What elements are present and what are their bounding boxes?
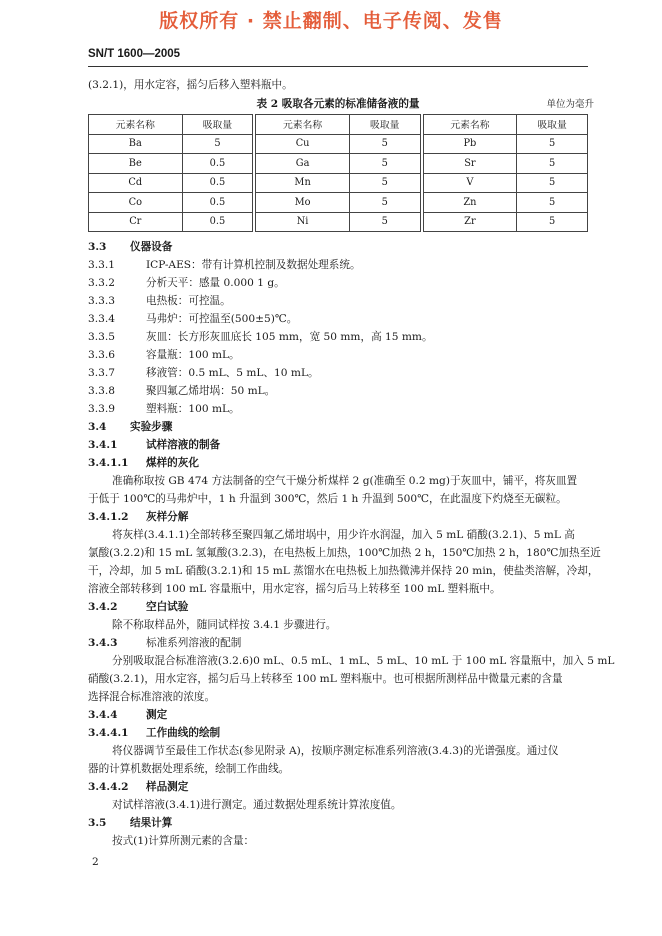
col-header-element: 元素名称 [89,115,183,135]
section-3-4-4-1: 3.4.4.1 工作曲线的绘制 [88,727,221,739]
element-cell: Zn [423,193,517,213]
section-3-4: 3.4 实验步骤 [88,421,173,433]
amount-cell: 0.5 [182,193,253,213]
table-unit: 单位为毫升 [546,99,594,110]
section-3-4-1-2: 3.4.1.2 灰样分解 [88,511,189,523]
amount-cell: 0.5 [182,154,253,174]
paragraph-line: 选择混合标准溶液的浓度。 [88,691,216,703]
table-caption-row [88,96,594,110]
amount-cell: 5 [349,134,420,154]
section-3-3: 3.3 仪器设备 [88,241,173,253]
table-row [89,212,588,232]
section-3-3-5: 3.3.5 灰皿：长方形灰皿底长 105 mm，宽 50 mm，高 15 mm。 [88,331,433,343]
section-3-4-4: 3.4.4 测定 [88,709,168,721]
watermark-banner: 版权所有 · 禁止翻制、电子传阅、发售 [159,10,503,32]
section-3-3-7: 3.3.7 移液管：0.5 mL、5 mL、10 mL。 [88,367,319,379]
element-cell: Mn [256,173,350,193]
paragraph-line: 溶液全部转移到 100 mL 容量瓶中，用水定容，摇匀后马上转移至 100 mL 塑料瓶中。 [88,583,501,595]
element-cell: Mo [256,193,350,213]
paragraph-line: 于低于 100℃的马弗炉中，1 h 升温到 300℃，然后 1 h 升温到 500℃，在此温度下灼烧至无碳粒。 [88,493,567,505]
col-header-element: 元素名称 [256,115,350,135]
element-cell: Ni [256,212,350,232]
element-cell: Pb [423,134,517,154]
amount-cell: 5 [517,173,588,193]
page-number: 2 [92,856,99,868]
paragraph-line: 硝酸(3.2.1)，用水定容，摇匀后马上转移至 100 mL 塑料瓶中。也可根据所测样品中微量元素的含量 [88,673,563,685]
amount-cell: 5 [349,212,420,232]
element-cell: Sr [423,154,517,174]
amount-cell: 5 [517,212,588,232]
element-cell: Ba [89,134,183,154]
section-3-4-1-1: 3.4.1.1 煤样的灰化 [88,457,199,469]
section-3-3-6: 3.3.6 容量瓶：100 mL。 [88,349,240,361]
col-header-amount: 吸取量 [349,115,420,135]
amount-cell: 5 [349,173,420,193]
table-row [89,193,588,213]
paragraph-line: 氯酸(3.2.2)和 15 mL 氢氟酸(3.2.3)，在电热板上加热，100℃加热 2 h，150℃加热 2 h，180℃加热至近 [88,547,601,559]
section-3-3-9: 3.3.9 塑料瓶：100 mL。 [88,403,240,415]
col-header-element: 元素名称 [423,115,517,135]
table-row [89,173,588,193]
section-3-5: 3.5 结果计算 [88,817,173,829]
table-header-row [89,115,588,135]
amount-cell: 5 [182,134,253,154]
section-3-3-2: 3.3.2 分析天平：感量 0.000 1 g。 [88,277,285,289]
section-3-3-3: 3.3.3 电热板：可控温。 [88,295,231,307]
paragraph-line: 将仪器调节至最佳工作状态(参见附录 A)，按顺序测定标准系列溶液(3.4.3)的光谱强度。通过仪 [112,745,559,757]
paragraph-line: 准确称取按 GB 474 方法制备的空气干燥分析煤样 2 g(准确至 0.2 mg)于灰皿中，铺平，将灰皿置 [112,475,578,487]
element-amount-table [88,114,588,232]
header-rule [88,66,588,67]
element-cell: Zr [423,212,517,232]
paragraph-line: 除不称取样品外，随同试样按 3.4.1 步骤进行。 [112,619,337,631]
element-cell: Cd [89,173,183,193]
col-header-amount: 吸取量 [182,115,253,135]
section-3-3-1: 3.3.1 ICP-AES：带有计算机控制及数据处理系统。 [88,259,361,271]
section-3-3-4: 3.3.4 马弗炉：可控温至(500±5)℃。 [88,313,298,325]
col-header-amount: 吸取量 [517,115,588,135]
amount-cell: 5 [349,154,420,174]
paragraph-line: 对试样溶液(3.4.1)进行测定。通过数据处理系统计算浓度值。 [112,799,402,811]
amount-cell: 5 [349,193,420,213]
paragraph-line: 将灰样(3.4.1.1)全部转移至聚四氟乙烯坩埚中，用少许水润湿，加入 5 mL 硝酸(3.2.1)、5 mL 高 [112,529,575,541]
section-3-4-3: 3.4.3 标准系列溶液的配制 [88,637,242,649]
standard-code: SN/T 1600—2005 [88,48,181,60]
amount-cell: 5 [517,134,588,154]
amount-cell: 5 [517,154,588,174]
section-3-4-2: 3.4.2 空白试验 [88,601,189,613]
paragraph-line: 干，冷却，加 5 mL 硝酸(3.2.1)和 15 mL 蒸馏水在电热板上加热微沸并保持 20 min，使盐类溶解，冷却， [88,565,599,577]
paragraph-line: 按式(1)计算所测元素的含量： [112,835,255,847]
element-cell: Cr [89,212,183,232]
amount-cell: 0.5 [182,212,253,232]
section-3-4-4-2: 3.4.4.2 样品测定 [88,781,189,793]
element-cell: Ga [256,154,350,174]
section-3-4-1: 3.4.1 试样溶液的制备 [88,439,221,451]
paragraph-line: 分别吸取混合标准溶液(3.2.6)0 mL、0.5 mL、1 mL、5 mL、10 mL 于 100 mL 容量瓶中，加入 5 mL [112,655,615,667]
table-row [89,154,588,174]
amount-cell: 5 [517,193,588,213]
paragraph-line: 器的计算机数据处理系统，绘制工作曲线。 [88,763,290,775]
element-cell: Be [89,154,183,174]
element-cell: V [423,173,517,193]
element-cell: Cu [256,134,350,154]
element-cell: Co [89,193,183,213]
section-3-3-8: 3.3.8 聚四氟乙烯坩埚：50 mL。 [88,385,276,397]
table-title: 表 2 吸取各元素的标准储备液的量 [256,98,420,110]
table-row [89,134,588,154]
amount-cell: 0.5 [182,173,253,193]
lead-line: (3.2.1)，用水定容，摇匀后移入塑料瓶中。 [88,79,293,91]
